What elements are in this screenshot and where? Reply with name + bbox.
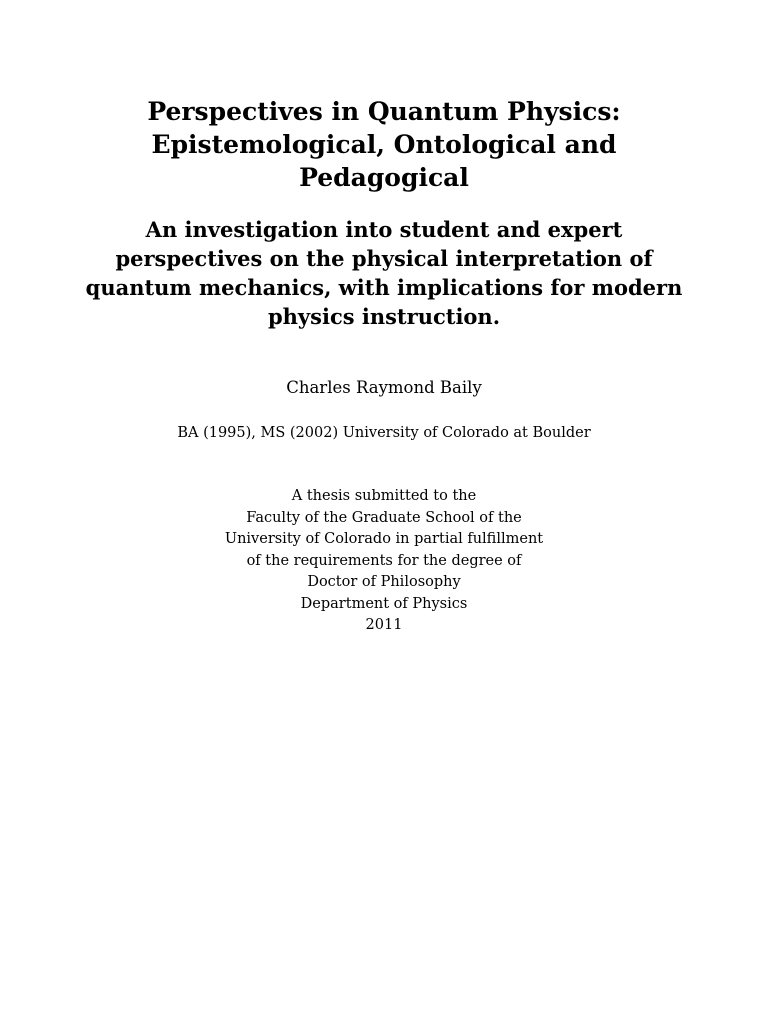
thesis-subtitle-line: perspectives on the physical interpretation of xyxy=(115,246,653,271)
thesis-subtitle xyxy=(40,215,728,331)
thesis-title-line: Perspectives in Quantum Physics: xyxy=(147,97,621,126)
thesis-title-line: Epistemological, Ontological and xyxy=(151,130,617,159)
thesis-title-line: Pedagogical xyxy=(299,163,469,192)
author-degrees: BA (1995), MS (2002) University of Colorado at Boulder xyxy=(177,425,591,441)
thesis-subtitle-line: An investigation into student and expert xyxy=(145,217,623,242)
submission-statement-line: A thesis submitted to the xyxy=(291,488,477,504)
submission-year: 2011 xyxy=(365,617,403,633)
thesis-subtitle-line: physics instruction. xyxy=(267,304,501,329)
submission-statement xyxy=(0,486,768,637)
submission-statement-line: Faculty of the Graduate School of the xyxy=(246,509,522,526)
thesis-subtitle-line: quantum mechanics, with implications for modern xyxy=(85,275,683,300)
department-name: Department of Physics xyxy=(300,595,468,612)
thesis-title xyxy=(60,95,708,194)
submission-statement-line: University of Colorado in partial fulfillment xyxy=(224,531,544,547)
degree-name: Doctor of Philosophy xyxy=(307,574,461,590)
submission-statement-line: of the requirements for the degree of xyxy=(246,552,522,569)
author-name: Charles Raymond Baily xyxy=(286,378,482,397)
